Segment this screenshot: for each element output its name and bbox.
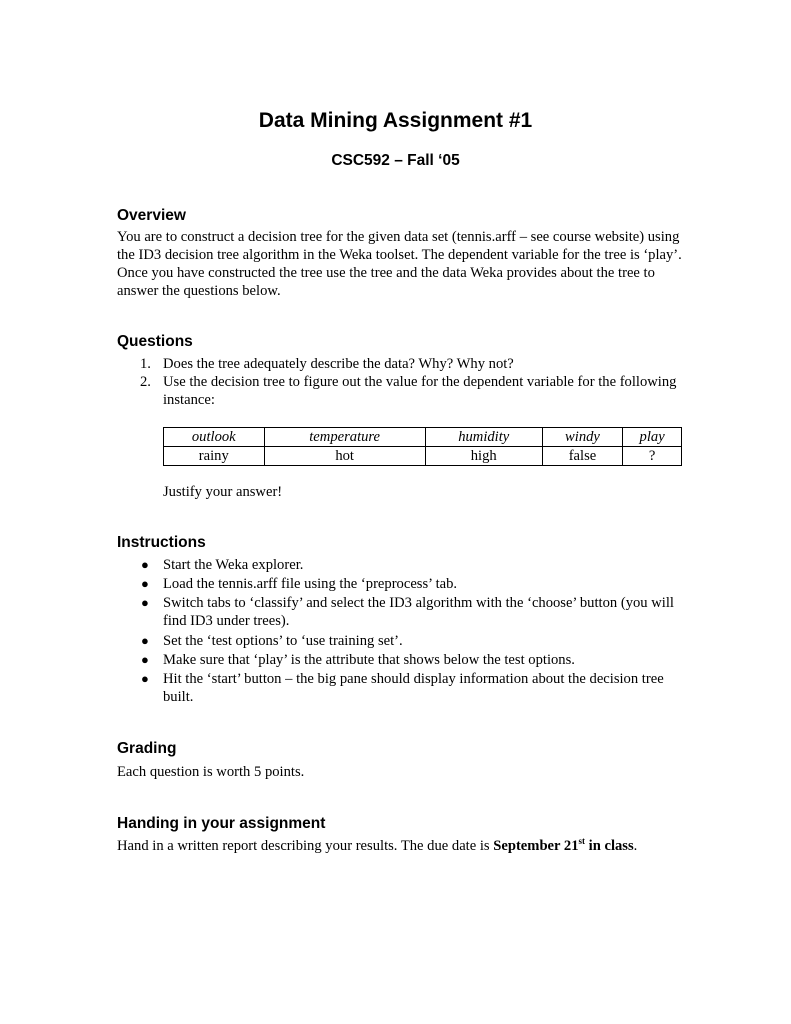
table-header-cell: humidity — [425, 428, 542, 447]
questions-list — [117, 355, 677, 409]
question-text: Use the decision tree to figure out the value for the dependent variable for the following instance: — [163, 374, 677, 408]
instructions-heading: Instructions — [117, 534, 206, 551]
instruction-text: Hit the ‘start’ button – the big pane should display information about the decision tree built. — [163, 670, 664, 705]
bullet-dot-icon: ● — [141, 576, 149, 592]
table-cell: high — [425, 447, 542, 466]
grading-heading: Grading — [117, 740, 177, 757]
bullet-dot-icon: ● — [141, 651, 149, 667]
question-number: 1. — [140, 356, 151, 372]
due-date-suffix: st — [578, 836, 585, 847]
bullet-dot-icon: ● — [141, 595, 149, 611]
table-header-cell: outlook — [164, 428, 265, 447]
due-date — [493, 838, 633, 854]
overview-text: You are to construct a decision tree for the given data set (tennis.arff – see course website) using the ID3 decision tree algorithm in the Weka toolset. The dependent variable for the tree is ‘play’. Once you have constructed the tree use the tree and the data Weka provides about the tree to answer the questions below. — [117, 229, 682, 299]
bullet-dot-icon: ● — [141, 557, 149, 572]
table-header-cell: play — [623, 428, 682, 447]
list-item — [117, 632, 687, 650]
instruction-text: Set the ‘test options’ to ‘use training set’. — [163, 632, 403, 649]
bullet-dot-icon: ● — [141, 670, 149, 686]
table-row — [164, 447, 682, 466]
table-cell: false — [542, 447, 623, 466]
list-item — [117, 594, 687, 630]
due-date-after: in class — [585, 838, 634, 854]
question-number: 2. — [140, 374, 151, 390]
list-item — [117, 651, 687, 669]
justify-text: Justify your answer! — [163, 484, 283, 500]
overview-heading: Overview — [117, 207, 186, 224]
table-header-row — [164, 428, 682, 447]
instance-table — [163, 427, 682, 466]
grading-text: Each question is worth 5 points. — [117, 764, 305, 780]
question-text: Does the tree adequately describe the data? Why? Why not? — [163, 356, 514, 372]
question-item — [117, 373, 677, 409]
list-item — [117, 575, 687, 593]
list-item — [117, 670, 687, 706]
instruction-text: Start the Weka explorer. — [163, 557, 304, 573]
table-cell: ? — [623, 447, 682, 466]
handing-in-heading: Handing in your assignment — [117, 815, 326, 832]
bullet-dot-icon: ● — [141, 632, 149, 648]
instruction-text: Switch tabs to ‘classify’ and select the ID3 algorithm with the ‘choose’ button (you will find ID3 under trees). — [163, 595, 674, 630]
table-header-cell: windy — [542, 428, 623, 447]
handing-in-lead: Hand in a written report describing your results. The due date is — [117, 838, 494, 854]
instructions-list — [117, 556, 687, 707]
handing-in-text — [117, 837, 717, 855]
due-date-text: September 21 — [493, 838, 579, 854]
course-subtitle: CSC592 – Fall ‘05 — [331, 152, 460, 169]
instruction-text: Load the tennis.arff file using the ‘preprocess’ tab. — [163, 576, 458, 593]
page-title: Data Mining Assignment #1 — [258, 109, 533, 132]
instruction-text: Make sure that ‘play’ is the attribute that shows below the test options. — [163, 651, 575, 668]
questions-heading: Questions — [117, 333, 193, 350]
handing-in-period: . — [633, 838, 638, 854]
question-item — [117, 355, 677, 373]
table-cell: hot — [264, 447, 425, 466]
table-cell: rainy — [164, 447, 265, 466]
table-header-cell: temperature — [264, 428, 425, 447]
list-item — [117, 556, 687, 574]
